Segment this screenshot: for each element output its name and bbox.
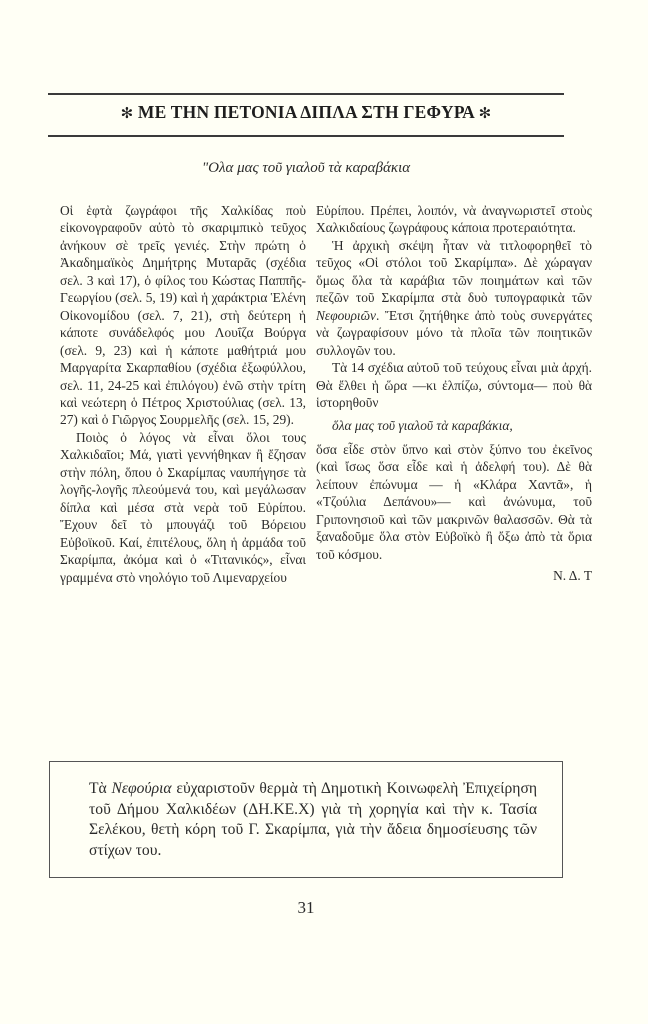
author-signature: Ν. Δ. Τ <box>553 568 592 584</box>
section-title <box>48 102 564 123</box>
paragraph: Τὰ 14 σχέδια αὐτοῦ τοῦ τεύχους εἶναι μιὰ ἀρχή. Θὰ ἔλθει ἡ ὥρα —κι ἐλπίζω, σύντομα— ποὺ θὰ ἱστορηθοῦν <box>316 360 592 410</box>
right-column <box>316 202 592 585</box>
paragraph <box>316 237 592 359</box>
ack-body: εὐχαριστοῦν θερμὰ τὴ Δημοτικὴ Κοινωφελὴ Ἐπιχείρηση τοῦ Δήμου Χαλκιδέων (ΔΗ.ΚΕ.Χ) γιὰ τὴ χορηγία καὶ τὴν κ. Τασία Σελέκου, θετὴ κόρη τοῦ Γ. Σκαρίμπα, γιὰ τὴν ἄδεια δημοσίευσης τῶν στίχων του. <box>89 780 537 859</box>
paragraph: Οἱ ἑφτὰ ζωγράφοι τῆς Χαλκίδας ποὺ εἰκονογραφοῦν αὐτὸ τὸ σκαριμπικὸ τεῦχος ἀνήκουν σὲ τρεῖς γενιές. Στὴν πρώτη ὁ Ἀκαδημαϊκὸς Δημήτρης Μυταρᾶς (σχέδια σελ. 3 καὶ 17), ὁ φίλος του Κώστας Παππῆς-Γεωργίου (σελ. 5, 19) καὶ ἡ χαράκτρια Ἑλένη Οἰκονομίδου (σελ. 7, 21), στὴ δεύτερη ἡ κάποτε συνάδελφός μου Λουΐζα Βούργα (σελ. 9, 23) καὶ ἡ κάποτε μαθήτριά μου Μαργαρίτα Σκαρπαθίου (σχέδια ἐξωφύλλου, σελ. 11, 24-25 καὶ ἐπιλόγου) ἐνῶ στὴν τρίτη καὶ νεώτερη ὁ Πέτρος Χριστούλιας (σελ. 13, 27) καὶ ὁ Γιῶργος Σουρμελῆς (σελ. 15, 29). <box>60 203 306 428</box>
paragraph: ὅσα εἶδε στὸν ὕπνο καὶ στὸν ξύπνο του ἐκεῖνος (καὶ ἴσως ὅσα εἶδε καὶ ἡ ἀδελφή του). Δὲ θὰ λείπουν ἐπώνυμα — ἡ «Κλάρα Χαντᾶ», ἡ «Τζούλια Δεπάνου»— καὶ ἀνώνυμα, τοῦ Γριπονησιοῦ καὶ τῶν μακρινῶν θαλασσῶν. Θὰ τὰ ξαναδοῦμε ὅλα στὸν Εὐβοϊκὸ ἢ ὄξω ἀπὸ τὰ ὅρια τοῦ κόσμου. <box>316 441 592 562</box>
header-rule-bottom <box>48 135 564 137</box>
asterisk-ornament-icon: ✻ <box>120 104 134 122</box>
acknowledgement-text <box>89 779 537 861</box>
journal-name: Νεφουριῶν <box>316 307 377 323</box>
paragraph-text: Ἡ ἀρχικὴ σκέψη ἦταν νὰ τιτλοφορηθεῖ τὸ τεῦχος «Οἱ στόλοι τοῦ Σκαρίμπα». Δὲ χώραγαν ὅμως ὅλα τὰ καράβια τῶν ποιημάτων καὶ τῶν πεζῶν τοῦ Σκαρίμπα στὰ δυὸ τυπογραφικὰ τῶν <box>316 237 592 306</box>
page-number: 31 <box>297 898 315 917</box>
left-column <box>60 202 306 586</box>
acknowledgement-box <box>49 761 563 878</box>
epigraph: "Ολα μας τοῦ γιαλοῦ τὰ καραβάκια <box>201 160 411 176</box>
section-title-text: ΜΕ ΤΗΝ ΠΕΤΟΝΙΑ ΔΙΠΛΑ ΣΤΗ ΓΕΦΥΡΑ <box>137 102 475 122</box>
verse-quote: ὅλα μας τοῦ γιαλοῦ τὰ καραβάκια, <box>332 418 513 434</box>
paragraph: Ποιὸς ὁ λόγος νὰ εἶναι ὅλοι τους Χαλκιδαῖοι; Μά, γιατὶ γεννήθηκαν ἢ ἔζησαν στὴν πόλη, ὅπου ὁ Σκαρίμπας ναυπήγησε τὰ λογῆς-λογῆς πλεούμενά του, καὶ μεγάλωσαν δίπλα καὶ μέσα στὰ νερὰ τοῦ Εὐρίπου. Ἔχουν δεῖ τὸ μπουγάζι τοῦ Βόρειου Εὐβοϊκοῦ. Καί, ἐπιτέλους, ὅλη ἡ ἀρμάδα τοῦ Σκαρίμπα, ἀκόμα καὶ ὁ «Τιτανικός», εἶναι γραμμένα στὸ νηολόγιο τοῦ Λιμεναρχείου <box>60 429 306 585</box>
paragraph-text: . Ἔτσι ζητήθηκε ἀπὸ τοὺς συνεργάτες νὰ ζωγραφίσουν μόνο τὰ πλοῖα τῶν ποιητικῶν συλλογῶν του. <box>316 307 592 358</box>
asterisk-ornament-icon: ✻ <box>478 104 492 122</box>
paragraph: Εὐρίπου. Πρέπει, λοιπόν, νὰ ἀναγνωριστεῖ στοὺς Χαλκιδαίους ζωγράφους κάποια προτεραιότητα. <box>316 203 592 236</box>
ack-lead: Τὰ <box>89 780 112 797</box>
journal-name: Νεφούρια <box>111 780 172 797</box>
header-rule-top <box>48 93 564 95</box>
